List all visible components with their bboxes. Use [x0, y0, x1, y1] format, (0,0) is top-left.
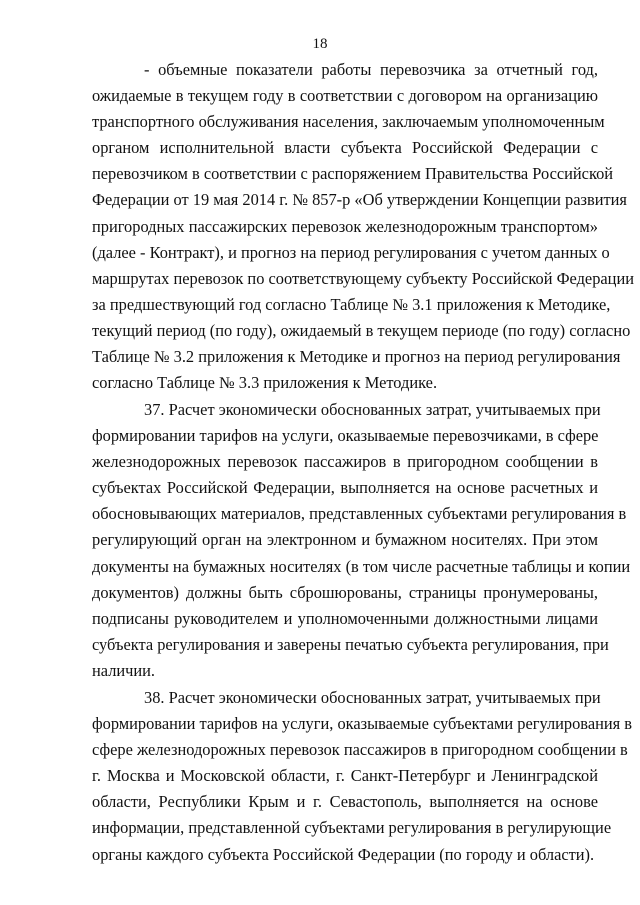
paragraph-line: Федерации от 19 мая 2014 г. № 857-р «Об утверждении Концепции развития	[92, 190, 627, 210]
paragraph-line: области, Республики Крым и г. Севастополь, выполняется на основе	[92, 792, 598, 812]
paragraph-line: подписаны руководителем и уполномоченными должностными лицами	[92, 608, 598, 628]
paragraph-line: сфере железнодорожных перевозок пассажиров в пригородном сообщении в	[92, 740, 628, 760]
paragraph-line: (далее - Контракт), и прогноз на период регулирования с учетом данных о	[92, 242, 610, 262]
paragraph-line: маршрутах перевозок по соответствующему субъекту Российской Федерации	[92, 268, 634, 288]
paragraph-line: субъектах Российской Федерации, выполняется на основе расчетных и	[92, 478, 598, 498]
paragraph-line: за предшествующий год согласно Таблице № 3.1 приложения к Методике,	[92, 294, 611, 314]
paragraph-line: регулирующий орган на электронном и бумажном носителях. При этом	[92, 530, 598, 550]
page-number: 18	[312, 36, 328, 52]
paragraph-line: - объемные показатели работы перевозчика за отчетный год,	[144, 60, 598, 79]
paragraph-line: 37. Расчет экономически обоснованных затрат, учитываемых при	[144, 400, 601, 419]
paragraph-line: формировании тарифов на услуги, оказываемые субъектами регулирования в	[92, 714, 633, 734]
paragraph-line: органом исполнительной власти субъекта Российской Федерации с	[92, 138, 598, 158]
paragraph-line: Таблице № 3.2 приложения к Методике и прогноз на период регулирования	[92, 347, 621, 367]
paragraph-line: формировании тарифов на услуги, оказываемые перевозчиками, в сфере	[92, 426, 599, 446]
paragraph-line: субъекта регулирования и заверены печатью субъекта регулирования, при	[92, 634, 609, 654]
paragraph-volume-indicators	[92, 57, 634, 396]
paragraph-line: ожидаемые в текущем году в соответствии с договором на организацию	[92, 86, 598, 106]
paragraph-line: 38. Расчет экономически обоснованных затрат, учитываемых при	[144, 688, 601, 707]
paragraph-line: документов) должны быть сброшюрованы, страницы пронумерованы,	[92, 582, 598, 602]
paragraph-38	[92, 685, 633, 868]
paragraph-line: железнодорожных перевозок пассажиров в пригородном сообщении в	[92, 452, 598, 472]
paragraph-line: обосновывающих материалов, представленных субъектами регулирования в	[92, 504, 627, 524]
paragraph-line: наличии.	[92, 660, 156, 680]
paragraph-line: пригородных пассажирских перевозок железнодорожным транспортом»	[92, 216, 598, 236]
paragraph-line: г. Москва и Московской области, г. Санкт-Петербург и Ленинградской	[92, 766, 598, 786]
paragraph-line: текущий период (по году), ожидаемый в текущем периоде (по году) согласно	[92, 320, 631, 340]
paragraph-37	[92, 397, 631, 684]
paragraph-line: перевозчиком в соответствии с распоряжением Правительства Российской	[92, 164, 614, 184]
paragraph-line: документы на бумажных носителях (в том числе расчетные таблицы и копии	[92, 556, 631, 576]
paragraph-line: информации, представленной субъектами регулирования в регулирующие	[92, 818, 612, 838]
paragraph-line: транспортного обслуживания населения, заключаемым уполномоченным	[92, 112, 605, 132]
paragraph-line: согласно Таблице № 3.3 приложения к Методике.	[92, 373, 438, 393]
paragraph-line: органы каждого субъекта Российской Федерации (по городу и области).	[92, 844, 595, 864]
